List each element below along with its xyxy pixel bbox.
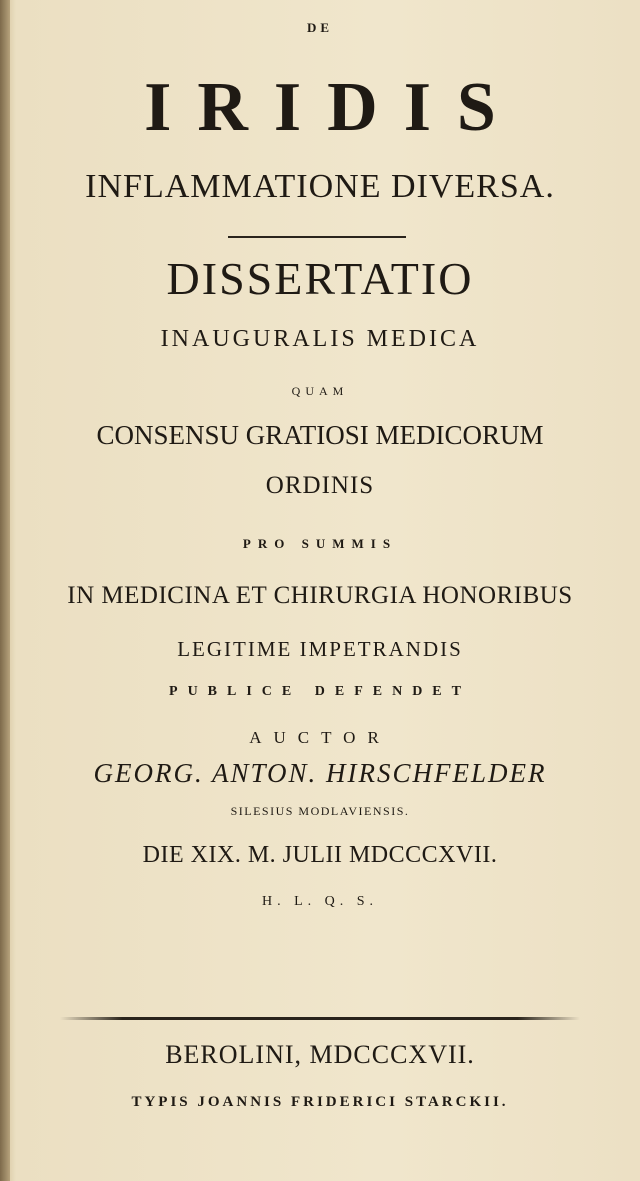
formula-line: H. L. Q. S. [261,894,379,909]
pre-title: DE [306,20,334,35]
pro-summis-line: PRO SUMMIS [242,536,398,551]
ordinis-line: ORDINIS [265,472,375,499]
inauguralis-line: INAUGURALIS MEDICA [160,326,480,352]
publice-line: PUBLICE DEFENDET [169,684,471,699]
auctor-label: AUCTOR [249,728,391,747]
dissertation-heading: DISSERTATIO [166,253,474,304]
imprint-printer: TYPIS JOANNIS FRIDERICI STARCKII. [131,1094,509,1110]
divider-rule [228,236,406,238]
date-line: DIE XIX. M. JULII MDCCCXVII. [142,842,498,868]
subtitle: INFLAMMATIONE DIVERSA. [85,168,555,205]
main-title: IRIDIS [144,69,522,146]
imprint-place-year: BEROLINI, MDCCCXVII. [165,1040,475,1069]
author-origin: SILESIUS MODLAVIENSIS. [230,804,410,818]
imprint-rule [60,1017,580,1020]
legitime-line: LEGITIME IMPETRANDIS [177,637,463,661]
consensu-line: CONSENSU GRATIOSI MEDICORUM [96,420,544,450]
author-name: GEORG. ANTON. HIRSCHFELDER [93,758,547,788]
in-medicina-line: IN MEDICINA ET CHIRURGIA HONORIBUS [67,582,573,609]
quam-line: QUAM [291,384,349,398]
